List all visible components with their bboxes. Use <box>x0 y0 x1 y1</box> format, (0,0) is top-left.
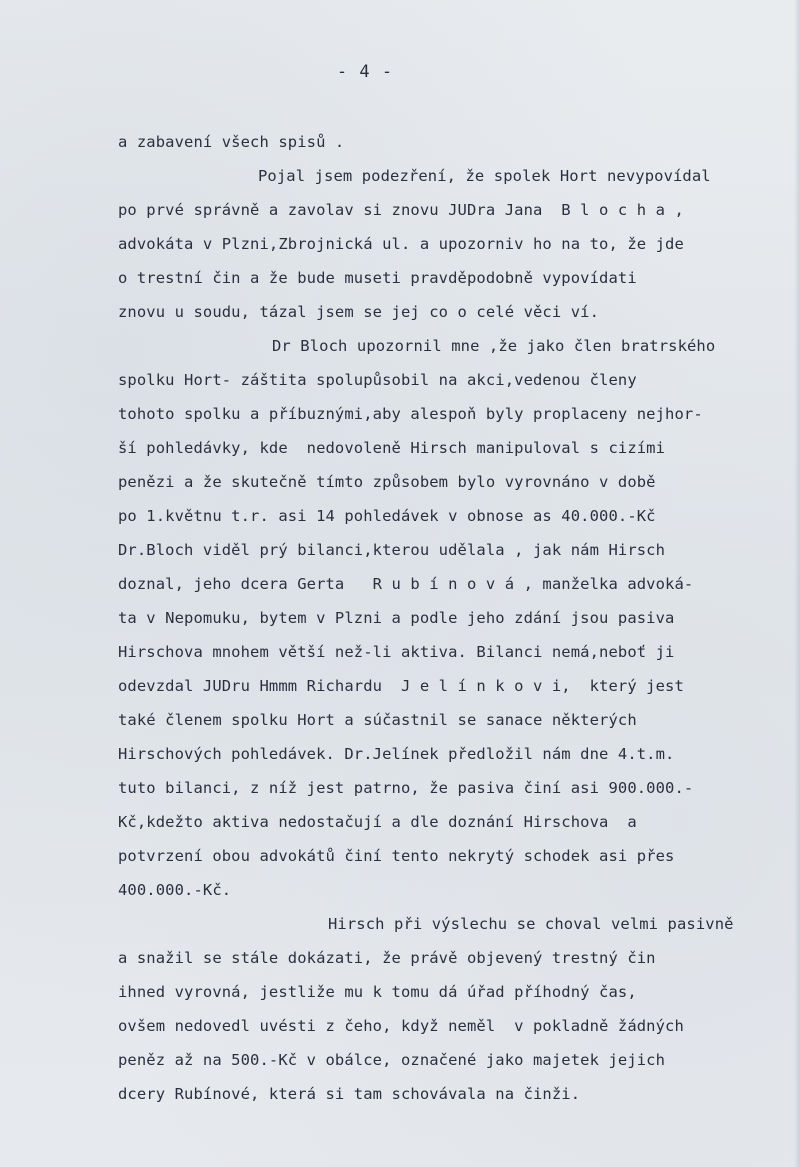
text-line: peněz až na 500.-Kč v obálce, označené jako majetek jejich <box>118 1051 666 1069</box>
text-line: ovšem nedovedl uvésti z čeho, když neměl v pokladně žádných <box>118 1017 684 1035</box>
text-line: penězi a že skutečně tímto způsobem bylo vyrovnáno v době <box>118 473 656 491</box>
text-line: tuto bilanci, z níž jest patrno, že pasiva činí asi 900.000.- <box>118 779 694 797</box>
text-line: doznal, jeho dcera Gerta R u b í n o v á , manželka advoká- <box>118 575 694 593</box>
text-line: spolku Hort- záštita spolupůsobil na akci,vedenou členy <box>118 371 637 389</box>
text-line: 400.000.-Kč. <box>118 881 232 899</box>
text-line: potvrzení obou advokátů činí tento nekrytý schodek asi přes <box>118 847 675 865</box>
text-line: tohoto spolku a příbuznými,aby alespoň byly proplaceny nejhor- <box>118 405 703 423</box>
text-line: a snažil se stále dokázati, že právě objevený trestný čin <box>118 949 656 967</box>
text-line: odevzdal JUDru Hmmm Richardu J e l í n k o v i, který jest <box>118 677 684 695</box>
text-line: po 1.květnu t.r. asi 14 pohledávek v obnose as 40.000.-Kč <box>118 507 656 525</box>
text-line: Hirsch při výslechu se choval velmi pasivně <box>328 915 734 933</box>
text-line: o trestní čin a že bude museti pravděpodobně vypovídati <box>118 269 637 287</box>
text-line: ta v Nepomuku, bytem v Plzni a podle jeho zdání jsou pasiva <box>118 609 675 627</box>
text-line: a zabavení všech spisů . <box>118 133 345 151</box>
text-line: Pojal jsem podezření, že spolek Hort nevypovídal <box>258 167 711 185</box>
text-line: ší pohledávky, kde nedovoleně Hirsch manipuloval s cizími <box>118 439 666 457</box>
text-line: Hirschova mnohem větší než-li aktiva. Bilanci nemá,neboť ji <box>118 643 675 661</box>
text-line: po prvé správně a zavolav si znovu JUDra Jana B l o c h a , <box>118 201 684 219</box>
text-line: advokáta v Plzni,Zbrojnická ul. a upozorniv ho na to, že jde <box>118 235 684 253</box>
text-line: dcery Rubínové, která si tam schovávala na činži. <box>118 1085 581 1103</box>
text-line: ihned vyrovná, jestliže mu k tomu dá úřad příhodný čas, <box>118 983 637 1001</box>
text-line: také členem spolku Hort a súčastnil se sanace některých <box>118 711 637 729</box>
text-line: Dr Bloch upozornil mne ,že jako člen bratrského <box>272 337 716 355</box>
text-line: Hirschových pohledávek. Dr.Jelínek předložil nám dne 4.t.m. <box>118 745 675 763</box>
text-line: znovu u soudu, tázal jsem se jej co o celé věci ví. <box>118 303 600 321</box>
text-line: Dr.Bloch viděl prý bilanci,kterou udělala , jak nám Hirsch <box>118 541 666 559</box>
page-edge <box>794 0 800 1167</box>
text-line: Kč,kdežto aktiva nedostačují a dle doznání Hirschova a <box>118 813 637 831</box>
page-number: - 4 - <box>336 62 394 82</box>
